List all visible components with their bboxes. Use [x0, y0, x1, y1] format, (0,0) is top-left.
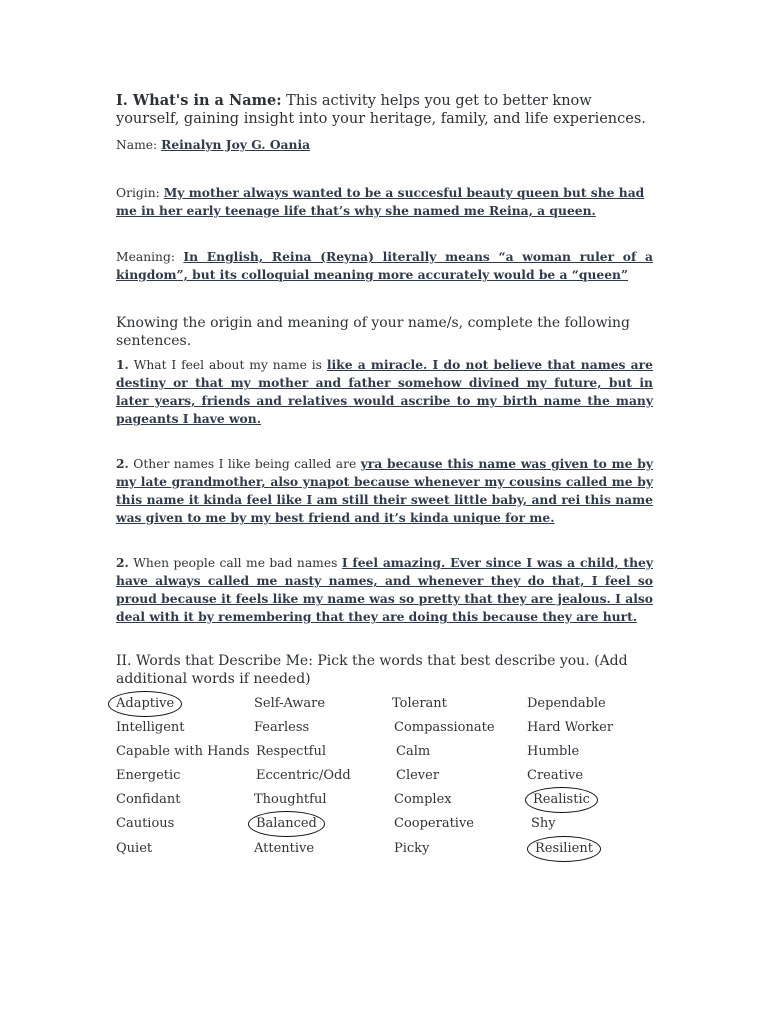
word-option[interactable]: Cautious: [116, 816, 175, 831]
word-option[interactable]: Adaptive: [116, 696, 175, 711]
origin-row: [116, 184, 653, 220]
origin-label: Origin:: [116, 186, 160, 200]
selection-circle: [527, 836, 601, 862]
word-option[interactable]: Quiet: [116, 841, 153, 856]
selection-circle: [108, 691, 182, 717]
meaning-label: Meaning:: [116, 250, 175, 264]
item-prompt: Other names I like being called are: [133, 457, 357, 471]
origin-value: My mother always wanted to be a succesful beauty queen but she had me in her early teenage life that’s why she named me Reina, a queen.: [116, 185, 645, 218]
word-option[interactable]: Creative: [527, 768, 584, 783]
word-option[interactable]: Resilient: [535, 841, 593, 856]
item-answer: I feel amazing. Ever since I was a child, they have always called me nasty names, and whenever they do that, I feel so proud because it feels like my name was so pretty that they are jealous. I also deal with it by remembering that they are doing this because they are hurt.: [116, 555, 653, 624]
word-option[interactable]: Cooperative: [394, 816, 474, 831]
word-option[interactable]: Respectful: [256, 744, 327, 759]
sentence-item: [116, 554, 653, 626]
item-answer: yra because this name was given to me by my late grandmother, also ynapot because whenever my cousins called me by this name it kinda feel like I am still their sweet little baby, and rei this name was given to me by my best friend and it’s kinda unique for me.: [116, 456, 653, 525]
word-option[interactable]: Shy: [531, 816, 556, 831]
word-option[interactable]: Realistic: [533, 792, 590, 807]
word-option[interactable]: Balanced: [256, 816, 317, 831]
sentence-item: [116, 356, 653, 428]
instruction-text: Knowing the origin and meaning of your name/s, complete the following sentences.: [116, 315, 631, 349]
meaning-value: In English, Reina (Reyna) literally means “a woman ruler of a kingdom”, but its colloquial meaning more accurately would be a “queen”: [116, 249, 653, 282]
selection-circle: [525, 787, 598, 813]
word-option[interactable]: Fearless: [254, 720, 310, 735]
word-option[interactable]: Compassionate: [394, 720, 495, 735]
item-prompt: What I feel about my name is: [133, 358, 322, 372]
section1-heading: [116, 92, 653, 128]
word-option[interactable]: Thoughtful: [254, 792, 327, 807]
word-option[interactable]: Hard Worker: [527, 720, 614, 735]
section1-intro: This activity helps you get to better know yourself, gaining insight into your heritage, family, and life experiences.: [116, 93, 646, 127]
word-option[interactable]: Clever: [396, 768, 440, 783]
word-option[interactable]: Confidant: [116, 792, 181, 807]
item-prompt: When people call me bad names: [133, 556, 338, 570]
word-option[interactable]: Humble: [527, 744, 580, 759]
name-value: Reinalyn Joy G. Oania: [161, 137, 311, 152]
word-option[interactable]: Dependable: [527, 696, 606, 711]
section2-title: II. Words that Describe Me: Pick the words that best describe you. (Add additional words if needed): [116, 653, 628, 687]
word-option[interactable]: Picky: [394, 841, 430, 856]
word-option[interactable]: Intelligent: [116, 720, 185, 735]
item-number: 2.: [116, 456, 129, 471]
sentence-item: [116, 455, 653, 527]
item-number: 1.: [116, 357, 129, 372]
item-number: 2.: [116, 555, 129, 570]
word-option[interactable]: Eccentric/Odd: [256, 768, 351, 783]
word-option[interactable]: Calm: [396, 744, 431, 759]
word-option[interactable]: Energetic: [116, 768, 181, 783]
word-option[interactable]: Self-Aware: [254, 696, 326, 711]
name-row: [116, 136, 653, 154]
word-option[interactable]: Attentive: [254, 841, 315, 856]
word-option[interactable]: Tolerant: [392, 696, 447, 711]
section1-title: I. What's in a Name:: [116, 92, 282, 109]
selection-circle: [248, 811, 325, 837]
name-label: Name:: [116, 138, 158, 152]
meaning-row: [116, 248, 653, 284]
word-option[interactable]: Capable with Hands: [116, 744, 250, 759]
item-answer: like a miracle. I do not believe that names are destiny or that my mother and father somehow divined my future, but in later years, friends and relatives would ascribe to my birth name the many pageants I have won.: [116, 357, 653, 426]
word-option[interactable]: Complex: [394, 792, 452, 807]
